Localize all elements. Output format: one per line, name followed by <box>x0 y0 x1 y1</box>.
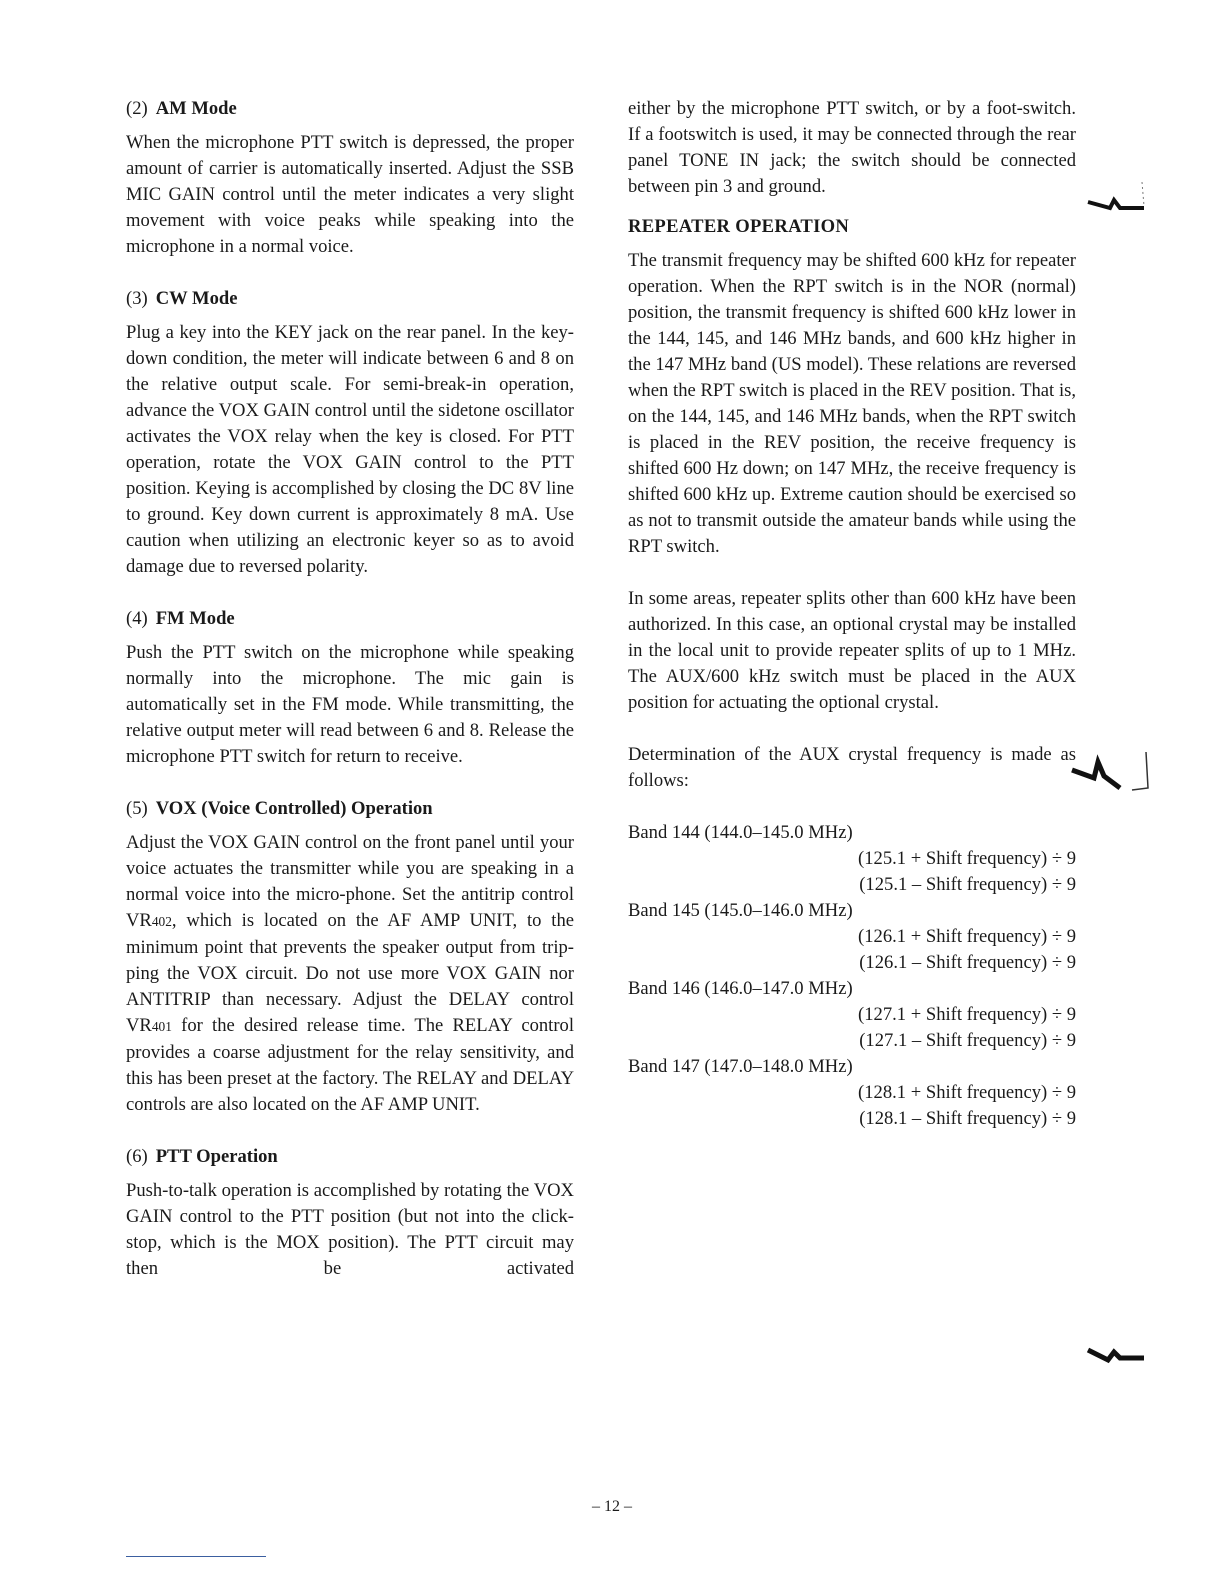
formula-plus: (128.1 + Shift frequency) ÷ 9 <box>858 1082 1076 1103</box>
repeater-paragraph-2: In some areas, repeater splits other than 600 kHz have been authorized. In this case, an optional crystal may be installed in the local unit to provide repeater splits of up to 1 MHz. The AUX/600 kHz switch must be placed in the AUX position for actuating the optional crystal. <box>628 588 1076 713</box>
section-heading <box>126 606 574 632</box>
subscript: 401 <box>151 1019 172 1034</box>
band-label: Band 147 (147.0–148.0 MHz) <box>628 1056 853 1077</box>
section-heading <box>126 286 574 312</box>
formula-minus: (126.1 – Shift frequency) ÷ 9 <box>859 952 1076 973</box>
body-part: , which is located on the AF AMP UNIT, to the minimum point that prevents the speaker output from trip-ping the VOX circuit. Do not use more VOX GAIN nor ANTITRIP than necessary. Adjust the DELAY control VR <box>126 910 574 1036</box>
section-number: (4) <box>126 608 148 629</box>
section-title: VOX (Voice Controlled) Operation <box>155 798 433 819</box>
footer-rule <box>126 1556 266 1557</box>
band-label: Band 146 (146.0–147.0 MHz) <box>628 978 853 999</box>
section-ptt-operation <box>126 1144 574 1282</box>
section-fm-mode <box>126 606 574 770</box>
formula-plus: (126.1 + Shift frequency) ÷ 9 <box>858 926 1076 947</box>
section-heading <box>126 96 574 122</box>
formula-list <box>628 820 1076 1132</box>
section-cw-mode <box>126 286 574 580</box>
body-part: Adjust the VOX GAIN control on the front panel until your voice actuates the transmitter while you are speaking in a normal voice into the micro-phone. Set the antitrip control VR <box>126 832 574 931</box>
band-label: Band 144 (144.0–145.0 MHz) <box>628 822 853 843</box>
formula-minus: (127.1 – Shift frequency) ÷ 9 <box>859 1030 1076 1051</box>
section-heading <box>126 1144 574 1170</box>
scan-mark-icon <box>1068 748 1158 798</box>
formula-minus: (128.1 – Shift frequency) ÷ 9 <box>859 1108 1076 1129</box>
right-column <box>628 96 1076 1132</box>
section-body: When the microphone PTT switch is depressed, the proper amount of carrier is automatically inserted. Adjust the SSB MIC GAIN control until the meter indicates a very slight movement with voice peaks while speaking into the microphone in a normal voice. <box>126 132 574 257</box>
formula-plus: (127.1 + Shift frequency) ÷ 9 <box>858 1004 1076 1025</box>
body-part: for the desired release time. The RELAY control provides a coarse adjustment for the relay sensitivity, and this has been preset at the factory. The RELAY and DELAY controls are also located on the AF AMP UNIT. <box>126 1015 574 1115</box>
page-number: – 12 – <box>592 1498 632 1515</box>
determination-paragraph: Determination of the AUX crystal frequency is made as follows: <box>628 744 1076 791</box>
section-number: (6) <box>126 1146 148 1167</box>
section-body: Push the PTT switch on the microphone while speaking normally into the microphone. The mic gain is automatically set in the FM mode. While transmitting, the relative output meter will read between 6 and 8. Release the microphone PTT switch for return to receive. <box>126 642 574 767</box>
section-title: AM Mode <box>155 98 237 119</box>
section-title: FM Mode <box>155 608 235 629</box>
section-body <box>126 830 574 1118</box>
scan-mark-icon <box>1084 1336 1154 1376</box>
section-body: Plug a key into the KEY jack on the rear panel. In the key-down condition, the meter will indicate between 6 and 8 on the relative output scale. For semi-break-in operation, advance the VOX GAIN control until the sidetone oscillator activates the VOX relay when the key is closed. For PTT operation, rotate the VOX GAIN control to the PTT position. Keying is accomplished by closing the DC 8V line to ground. Key down current is approximately 8 mA. Use caution when utilizing an electronic keyer so as to avoid damage due to reversed polarity. <box>126 322 574 577</box>
repeater-heading: REPEATER OPERATION <box>628 216 850 237</box>
scan-mark-icon <box>1084 178 1154 218</box>
continuation-paragraph: either by the microphone PTT switch, or by a foot-switch. If a footswitch is used, it may be connected through the rear panel TONE IN jack; the switch should be connected between pin 3 and ground. <box>628 98 1076 197</box>
section-number: (5) <box>126 798 148 819</box>
section-number: (3) <box>126 288 148 309</box>
formula-plus: (125.1 + Shift frequency) ÷ 9 <box>858 848 1076 869</box>
section-am-mode <box>126 96 574 260</box>
section-vox-operation <box>126 796 574 1118</box>
repeater-paragraph-1: The transmit frequency may be shifted 600 kHz for repeater operation. When the RPT switch is in the NOR (normal) position, the transmit frequency is shifted 600 kHz lower in the 144, 145, and 146 MHz bands, and 600 kHz higher in the 147 MHz band (US model). These relations are reversed when the RPT switch is placed in the REV position. That is, on the 144, 145, and 146 MHz bands, when the RPT switch is placed in the REV position, the receive frequency is shifted 600 Hz down; on 147 MHz, the receive frequency is shifted 600 kHz up. Extreme caution should be exercised so as not to transmit outside the amateur bands while using the RPT switch. <box>628 250 1076 557</box>
band-label: Band 145 (145.0–146.0 MHz) <box>628 900 853 921</box>
formula-minus: (125.1 – Shift frequency) ÷ 9 <box>859 874 1076 895</box>
section-body: Push-to-talk operation is accomplished by rotating the VOX GAIN control to the PTT position (but not into the click-stop, which is the MOX position). The PTT circuit may then be activated <box>126 1180 574 1279</box>
subscript: 402 <box>151 914 172 929</box>
section-title: PTT Operation <box>155 1146 278 1167</box>
section-title: CW Mode <box>155 288 238 309</box>
section-heading <box>126 796 574 822</box>
section-number: (2) <box>126 98 148 119</box>
left-column <box>126 96 574 1308</box>
